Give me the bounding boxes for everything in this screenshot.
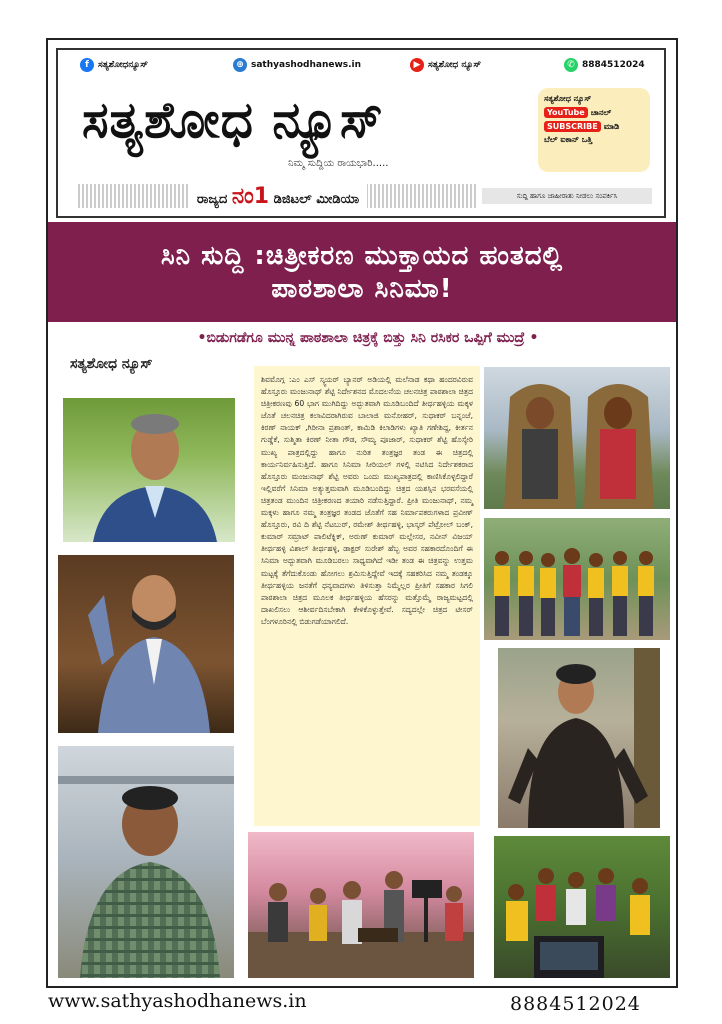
photo-producer: [58, 555, 234, 733]
yt-do-label: ಮಾಡಿ: [603, 121, 620, 131]
no1-badge: ನಂ1: [231, 183, 270, 209]
youtube-subscribe-box[interactable]: [538, 88, 650, 172]
photo-crew-monitor: [494, 836, 670, 978]
no1-label: [189, 184, 367, 209]
tagline: ನಿಮ್ಮ ಸುದ್ದಿಯ ರಾಯಭಾರಿ.....: [288, 158, 389, 169]
youtube-icon: ▶: [410, 58, 424, 72]
youtube-badge: YouTube: [544, 107, 588, 118]
masthead: [56, 48, 666, 218]
person-portrait-icon: [498, 648, 660, 828]
whatsapp-link[interactable]: [564, 58, 645, 72]
group-of-people-icon: [484, 518, 670, 640]
youtube-link[interactable]: [410, 58, 481, 72]
byline: ಸತ್ಯಶೋಧ ನ್ಯೂಸ್: [70, 356, 153, 372]
facebook-handle: ಸತ್ಯಶೋಧನ್ಯೂಸ್: [98, 60, 148, 70]
yt-bell-label: ಬೆಲ್ ಐಕಾನ್ ಒತ್ತಿ: [544, 135, 593, 144]
footer-phone: 8884512024: [510, 993, 641, 1015]
contact-strip: ಸುದ್ದಿ ಹಾಗೂ ಜಾಹೀರಾತು ನೀಡಲು ಸಂಪರ್ಕಿಸಿ: [482, 188, 652, 204]
globe-icon: ⊕: [233, 58, 247, 72]
headline-line2: ಪಾಠಶಾಲಾ ಸಿನಿಮಾ!: [271, 274, 453, 304]
footer-website[interactable]: www.sathyashodhanews.in: [48, 990, 307, 1012]
website-link[interactable]: [233, 58, 361, 72]
photo-director: [63, 398, 235, 542]
person-portrait-icon: [58, 746, 234, 978]
no1-suffix: ಡಿಜಿಟಲ್ ಮೀಡಿಯಾ: [273, 191, 360, 207]
no1-prefix: ರಾಜ್ಯದ: [196, 191, 228, 207]
brand-logo: ಸತ್ಯಶೋಧ ನ್ಯೂಸ್: [82, 90, 384, 149]
person-portrait-icon: [58, 555, 234, 733]
person-portrait-icon: [63, 398, 235, 542]
photo-shooting-set: [248, 832, 474, 978]
whatsapp-number: 8884512024: [582, 60, 645, 70]
website-text: sathyashodhanews.in: [251, 60, 362, 70]
subscribe-button[interactable]: SUBSCRIBE: [544, 121, 601, 132]
article-body: ಶಿವಮೊಗ್ಗ :ಎಂ ಎಸ್ ಸ್ಕ್ವಯರ್ ಬ್ಯಾನರ್ ಅಡಿಯಲ್ಲಿ ಮಲೆನಾಡ ಕಥಾ ಹಂದರವಿರುವ ಹೊಸ್ತೂರು ಮಂಜುನಾಥ್ ಶೆಟ್ಟಿ ನಿರ್ದೇಶನದ ಮೊದಲನೆಯ ಚಲನಚಿತ್ರ ಪಾಠಶಾಲಾ ಚಿತ್ರದ ಚಿತ್ರೀಕರಣವು 60 ಭಾಗ ಮುಗಿದಿದ್ದು ಅದ್ಭುತವಾಗಿ ಮೂಡಿಬಂದಿದೆ ತೀರ್ಥಹಳ್ಳಿಯ ಮಕ್ಕಳ ಜೊತೆ ಚಲನಚಿತ್ರ ಕಲಾವಿದರಾಗಿರುವ ಬಾಲಾಜಿ ಮನೋಹರ್, ಸುಧಾಕರ್ ಬನ್ನಂಜೆ, ಕಿರಣ್ ನಾಯಕ್ ,ಗಿರೀನಾ ಪ್ರಶಾಂತ್, ಕಾಮಿಡಿ ಕಿಲಾಡಿಗಳು ಖ್ಯಾತಿ ಗಣೇಶಿದ್ದ, ಕೀರ್ತನ ಗುಡ್ಡೆಕೆ, ಸುಶ್ಮಿತಾ ಕಿರಣ್ ನೀತಾ ಗೌಡ, ಸೌಮ್ಯ ಪೂಜಾರ್, ಸುಧಾಕರ್ ಶೆಟ್ಟಿ ಹೊಸ್ಕೇರಿ ಮುಖ್ಯ ಪಾತ್ರದಲ್ಲಿದ್ದು ಹಾಗೂ ನುರಿತ ತಂತ್ರಜ್ಞರ ತಂಡ ಈ ಚಿತ್ರದಲ್ಲಿ ಕಾರ್ಯನಿರ್ವಹಿಸುತ್ತಿದೆ. ಹಾಗೂ ಸಿನಿಮಾ ಸೀರಿಯಲ್ ಗಳಲ್ಲಿ ನಟಿಸಿದ ನಿರ್ದೇಶಕರಾದ ಹೊಸ್ತೂರು ಮಂಜುನಾಥ್ ಶೆಟ್ಟಿ ಅವರು ಒಂದು ಮುಖ್ಯಪಾತ್ರದಲ್ಲಿ ಕಾಣಿಸಿಕೊಳ್ಳಲಿದ್ದಾರೆ ಇಲ್ಲಿವರೆಗೆ ಸಿನಿಮಾ ಅತ್ಯುತ್ತಮವಾಗಿ ಮೂಡಿಬಂದಿದ್ದು ಚಿತ್ರದ ಯಶಸ್ಸಿನ ಭರವಸೆಯಲ್ಲಿ ಚಿತ್ರತಂಡ ಮುಂದಿನ ಚಿತ್ರೀಕರಣದ ತಯಾರಿ ನಡೆಸುತ್ತಿದ್ದಾರೆ. ಪ್ರೀತಿ ಮಂಜುನಾಥ್, ನಮ್ಮ ಮಕ್ಕಳು ಹಾಗೂ ನಮ್ಮ ತಂತ್ರಜ್ಞರ ತಂಡದ ಜೊತೆಗೆ ಸಹ ನಿರ್ಮಾಪಕರುಗಳಾದ ಪ್ರವೀಣ್ ಹೊಸ್ತೂರು, ರವಿ ದಿ ಶೆಟ್ಟಿ ನೆಟಬುರ್, ರಮೇಶ್ ತೀರ್ಥಹಳ್ಳಿ, ಭಾಸ್ಕರ್ ಪೆಟ್ರೋಲ್ ಬಂಕ್, ಕುಮಾರ್ ಸಮ್ರಾಟ್ ಪಾಲಿಟೆಕ್ನಿಕ್, ಅರುಣ್ ಕುಮಾರ್ ಮಲ್ಲೇಸರ, ನವೀನ್ ವಿಜಯ್ ತೀರ್ಥಹಳ್ಳಿ ವಿಶಾಲ್ ತೀರ್ಥಹಳ್ಳಿ, ಡಾಕ್ಟರ್ ಸುರೇಶ್ ಹೆಬ್ಬ ಅವರ ಸಹಕಾರದೊಂದಿಗೆ ಈ ಸಿನಿಮಾ ಅದ್ಭುತವಾಗಿ ಮೂಡಿಬರಲು ಸಾಧ್ಯವಾಗಿದೆ ಇಡೀ ತಂಡ ಈ ಚಿತ್ರವನ್ನು ಉತ್ತಮ ಮಟ್ಟಕ್ಕೆ ತೆಗೆದುಕೊಂಡು ಹೋಗಲು ಶ್ರಮಿಸುತ್ತಿದ್ದೇವೆ ಇದಕ್ಕೆ ಸಹಕರಿಸಿದ ನಮ್ಮ ತಂಡಕ್ಕೂ ತೀರ್ಥಹಳ್ಳಿಯ ಜನತೆಗೆ ಧನ್ಯವಾದಗಳು ತಿಳಿಸುತ್ತಾ ನಿಮ್ಮೆಲ್ಲರ ಪ್ರೀತಿಗೆ ಸಹಕಾರ ಸಿಗಲಿ ಪಾಠಶಾಲಾ ಚಿತ್ರದ ಮೂಲಕ ತೀರ್ಥಹಳ್ಳಿಯ ಹೆಸರನ್ನು ಮತ್ತೊಮ್ಮೆ ರಾಜ್ಯಮಟ್ಟದಲ್ಲಿ ದಾಖಲಿಸಲು ಆಶೀರ್ವದಿಸಬೇಕಾಗಿ ಕೇಳಿಕೊಳ್ಳುತ್ತೇವೆ. ಸದ್ಯದಲ್ಲೇ ಚಿತ್ರದ ಟೀಸರ್ ಬೆಂಗಳೂರಿನಲ್ಲಿ ಬಿಡುಗಡೆಯಾಗಲಿದೆ.: [254, 366, 480, 826]
photo-lead-actors-field: [484, 367, 670, 509]
headline-line1: ಸಿನಿ ಸುದ್ದಿ :ಚಿತ್ರೀಕರಣ ಮುಕ್ತಾಯದ ಹಂತದಲ್ಲಿ: [160, 241, 564, 271]
film-set-scene-icon: [248, 832, 474, 978]
photo-actor: [58, 746, 234, 978]
crew-at-monitor-icon: [494, 836, 670, 978]
youtube-handle: ಸತ್ಯಶೋಧ ನ್ಯೂಸ್: [428, 60, 482, 70]
subheadline: •ಬಿಡುಗಡೆಗೂ ಮುನ್ನ ಪಾಠಶಾಲಾ ಚಿತ್ರಕ್ಕೆ ಬಿತ್ತು ಸಿನಿ ರಸಿಕರ ಒಪ್ಪಿಗೆ ಮುದ್ರೆ •: [197, 330, 539, 346]
facebook-icon: f: [80, 58, 94, 72]
two-persons-icon: [484, 367, 670, 509]
photo-actor-dark-shirt: [498, 648, 660, 828]
yt-channel-label: ಚಾನಲ್: [590, 107, 612, 117]
no1-strip: [78, 184, 478, 208]
yt-box-title: ಸತ್ಯಶೋಧ ನ್ಯೂಸ್: [544, 94, 592, 103]
whatsapp-icon: ✆: [564, 58, 578, 72]
photo-cast-group: [484, 518, 670, 640]
headline-banner: [48, 222, 676, 322]
facebook-link[interactable]: [80, 58, 148, 72]
